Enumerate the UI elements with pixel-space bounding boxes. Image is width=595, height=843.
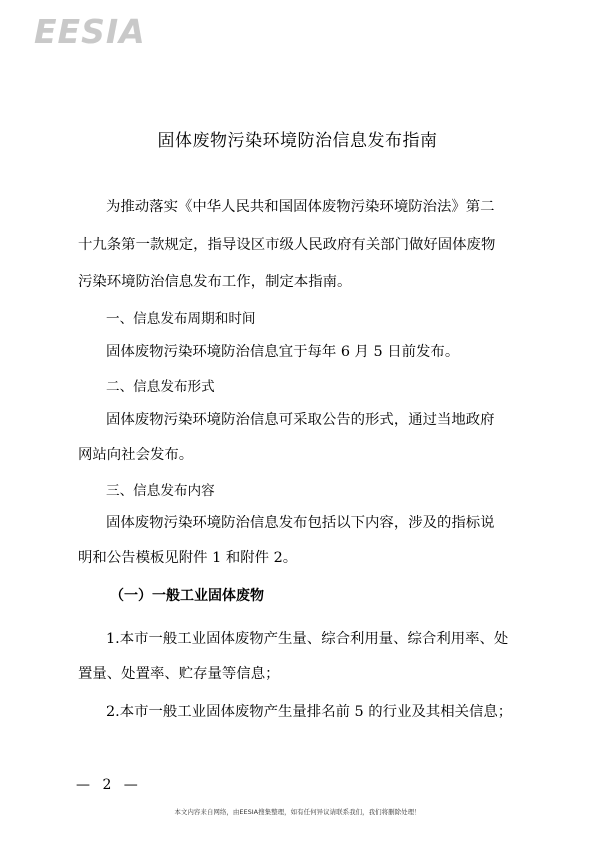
page-number: — 2 — <box>76 777 142 793</box>
intro-line-3: 污染环境防治信息发布工作，制定本指南。 <box>78 274 352 290</box>
item-1-line-2: 置量、处置率、贮存量等信息； <box>78 666 280 682</box>
intro-line-2: 十九条第一款规定，指导设区市级人民政府有关部门做好固体废物 <box>78 237 496 253</box>
section-2-line-1: 固体废物污染环境防治信息可采取公告的形式，通过当地政府 <box>106 412 495 428</box>
document-title: 固体废物污染环境防治信息发布指南 <box>157 131 438 151</box>
section-heading-3: 三、信息发布内容 <box>106 483 215 499</box>
subsection-heading: （一）一般工业固体废物 <box>110 588 264 604</box>
section-3-line-2: 明和公告模板见附件 1 和附件 2。 <box>78 550 298 566</box>
intro-line-1: 为推动落实《中华人民共和国固体废物污染环境防治法》第二 <box>106 199 495 215</box>
section-heading-2: 二、信息发布形式 <box>106 379 215 395</box>
eesia-logo: EESIA <box>34 12 146 51</box>
item-1-line-1: 1.本市一般工业固体废物产生量、综合利用量、综合利用率、处 <box>106 631 509 647</box>
section-3-line-1: 固体废物污染环境防治信息发布包括以下内容，涉及的指标说 <box>106 515 495 531</box>
section-heading-1: 一、信息发布周期和时间 <box>106 311 256 327</box>
item-2-line-1: 2.本市一般工业固体废物产生量排名前 5 的行业及其相关信息； <box>106 704 513 720</box>
section-1-line-1: 固体废物污染环境防治信息宜于每年 6 月 5 日前发布。 <box>106 344 460 360</box>
section-2-line-2: 网站向社会发布。 <box>78 447 194 463</box>
footer-note: 本文内容来自网络，由EESIA搜集整理，如有任何异议请联系我们，我们将删除处理！ <box>174 808 421 816</box>
